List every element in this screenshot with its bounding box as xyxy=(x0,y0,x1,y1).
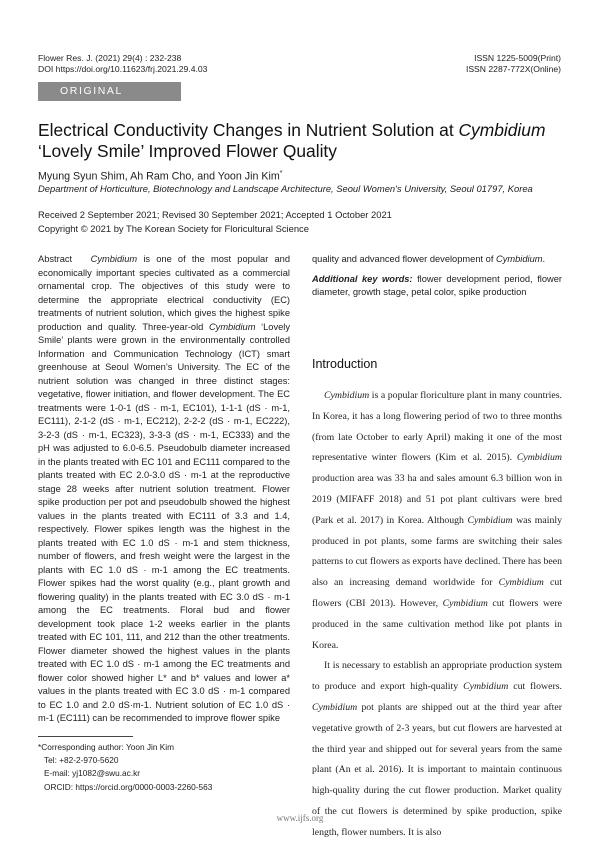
corresponding-author-footnote xyxy=(38,741,212,794)
abstract-text-c: . xyxy=(542,254,546,264)
title-part-2: ‘Lovely Smile’ Improved Flower Quality xyxy=(38,140,337,161)
intro-genus-5: Cymbidium xyxy=(442,597,488,609)
intro-p2-c: pot plants are shipped out at the third year after vegetative growth of 2-3 years, but cut flowers are harvested at the third year and shipped out for several years from the same plant (An et al. 2016). It is important to maintain continuous high-quality during the cut flower production. Market quality of the cut flowers is determined by spike production, spike length, flower numbers. It is also xyxy=(312,701,562,838)
abstract-column xyxy=(38,253,290,726)
copyright-line: Copyright © 2021 by The Korean Society for Floricultural Science xyxy=(38,222,309,234)
intro-p1-d: cut flowers (CBI 2013). However, xyxy=(312,577,562,609)
intro-genus-2: Cymbidium xyxy=(516,452,562,464)
abstract-genus-3: Cymbidium xyxy=(496,254,543,264)
intro-p1-a: is a popular floriculture plant in many countries. In Korea, it has a long flowering period of two to three months (from late October to early April) making it one of the most representative winter flowers (Kim et al. 2015). xyxy=(312,390,562,464)
author-orcid[interactable]: ORCID: https://orcid.org/0000-0003-2260-563 xyxy=(44,781,213,792)
abstract-text-b: ‘Lovely Smile’ plants were grown in the environmentally controlled Information and Communication Technology (ICT) smart greenhouse at Seoul Women’s University. The EC of the nutrient solution was changed in three distinct stages: vegetative, flower initiation, and flower development. The EC treatments were 1-0-1 (dS · m-1, EC101), 1-1-1 (dS · m-1, EC111), 2-1-2 (dS · m-1, EC212), 2-2-2 (dS · m-1, EC222), 3-2-3 (dS · m-1, EC323), 3-3-3 (dS · m-1, EC333) and the pH was adjusted to 6.0-6.5. Pseudobulb diameter increased in the plants treated with EC 101 and EC111 compared to the plants treated with EC 2.0-3.0 dS · m-1 at the reproductive stage 28 weeks after nutrient solution treatment. Flower spike production per pot and pseudobulb showed the highest values in the plants treated with EC111 of 3.3 and 1.4, respectively. Flower spikes length was the highest in the plants treated with EC 1.0 dS · m-1 and stem thickness, number of flowers, and fresh weight were the largest in the plants with EC 1.0 dS · m-1 among the EC treatments. Flower spikes had the worst quality (e.g., plant growth and flowering quality) in the plants treated with EC 3.0 dS · m-1 among the EC treatments. Floral bud and flower development took place 1-2 weeks earlier in the plants treated with EC 101, 111, and 212 than the other treatments. Flower diameter showed the highest values in the plants treated with EC 1.0 dS · m-1 among the EC treatments and flower color showed higher L* and b* values and lower a* values in the plants treated with EC 3.0 dS · m-1 compared to EC 1.0 and 2.0 dS·m-1. Nutrient solution of EC 1.0 dS · m-1 (EC111) can be recommended to improve flower spike xyxy=(38,321,291,723)
article-title xyxy=(38,120,568,161)
intro-genus-7: Cymbidium xyxy=(312,701,358,713)
corresponding-author: *Corresponding author: Yoon Jin Kim xyxy=(38,742,175,752)
abstract-text-overflow: quality and advanced flower development of xyxy=(312,254,496,264)
intro-p1-e: cut flowers were produced in the same cultivation method like pot plants in Korea. xyxy=(312,597,562,651)
author-list xyxy=(38,170,283,183)
journal-citation: Flower Res. J. (2021) 29(4) : 232-238 xyxy=(38,53,182,63)
intro-p2-b: cut flowers. xyxy=(508,681,563,693)
intro-p1-b: production area was 33 ha and sales amount 6.3 billion won in 2019 (MIFAFF 2018) and 51 pot plant cultivars were bred (Park et al. 2017) in Korea. Although xyxy=(312,473,562,526)
corresponding-mark: * xyxy=(279,170,283,177)
intro-genus-4: Cymbidium xyxy=(498,577,544,589)
abstract-text-a: is one of the most popular and economically important species cultivated as a commercial ornamental crop. The objectives of this study were to determine the appropriate electrical conductivity (EC) treatments of nutrient solution, which gives the highest spike production and quality. Three-year-old xyxy=(38,254,291,332)
title-part-1: Electrical Conductivity Changes in Nutrient Solution at xyxy=(38,120,459,140)
issn-online: ISSN 2287-772X(Online) xyxy=(465,64,561,74)
author-email[interactable]: E-mail: yj1082@swu.ac.kr xyxy=(44,768,141,779)
abstract-genus-2: Cymbidium xyxy=(208,321,256,332)
abstract-genus-1: Cymbidium xyxy=(90,254,138,264)
received-dates: Received 2 September 2021; Revised 30 September 2021; Accepted 1 October 2021 xyxy=(38,209,392,220)
intro-p1-c: was mainly produced in pot plants, some farms are switching their sales patterns to cut flowers as exports have declined. There has been also an increasing demand worldwide for xyxy=(312,514,562,589)
intro-p2-a: It is necessary to establish an appropriate production system to produce and export high-quality xyxy=(312,660,562,693)
doi-link[interactable]: DOI https://doi.org/10.11623/frj.2021.29.4.03 xyxy=(38,64,208,74)
author-tel: Tel: +82-2-970-5620 xyxy=(44,755,119,766)
issn-print: ISSN 1225-5009(Print) xyxy=(474,53,561,63)
intro-genus-1: Cymbidium xyxy=(324,390,370,401)
journal-header xyxy=(38,53,207,75)
introduction-body xyxy=(312,386,562,844)
footnote-divider xyxy=(38,736,133,737)
keywords xyxy=(312,273,562,300)
article-dates xyxy=(38,208,392,235)
intro-paragraph-1 xyxy=(312,386,562,656)
abstract-label: Abstract xyxy=(38,254,73,264)
title-genus: Cymbidium xyxy=(458,120,546,140)
article-type-badge: ORIGINAL ARTICLE xyxy=(38,82,181,101)
author-names: Myung Syun Shim, Ah Ram Cho, and Yoon Jin Kim xyxy=(38,170,280,183)
keywords-label: Additional key words: xyxy=(312,273,413,284)
issn-header xyxy=(466,53,561,75)
right-column xyxy=(312,253,562,300)
abstract-tail xyxy=(312,253,562,267)
introduction-heading: Introduction xyxy=(312,357,378,371)
intro-genus-6: Cymbidium xyxy=(463,681,509,693)
keywords-text: flower development period, flower diameter, growth stage, petal color, spike production xyxy=(312,273,562,297)
journal-website[interactable]: www.ijfs.org xyxy=(276,813,324,823)
intro-genus-3: Cymbidium xyxy=(467,514,513,526)
affiliation: Department of Horticulture, Biotechnology and Landscape Architecture, Seoul Women's University, Seoul 01797, Korea xyxy=(38,183,533,194)
